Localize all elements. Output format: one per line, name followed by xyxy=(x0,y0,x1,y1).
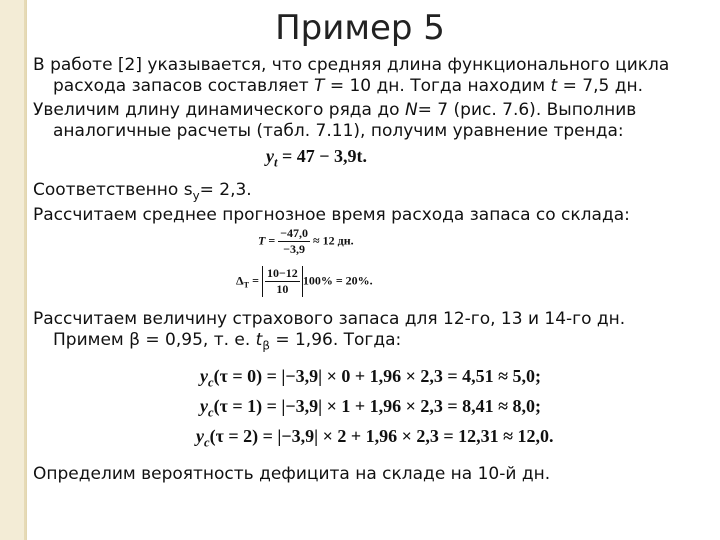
slide-title: Пример 5 xyxy=(275,8,445,48)
trend-formula: $y_t = 47 - 3,9t$. xyxy=(266,146,368,170)
paragraph-2-line-2: аналогичные расчеты (табл. 7.11), получим уравнение тренда: xyxy=(53,121,624,141)
safety-stock-formula-1: $y_c(\tau = 1) = |-3,9| \times 1 + 1,96 \times 2,3 = 8,41 \approx 8,0$; xyxy=(200,396,541,420)
paragraph-3: Соответственно $s_y= 2,3$. xyxy=(33,180,252,203)
paragraph-6: Определим вероятность дефицита на складе на 10-й дн. xyxy=(33,464,551,484)
sidebar-decoration xyxy=(0,0,27,540)
paragraph-2-line-1: Увеличим длину динамического ряда до N= 7 (рис. 7.6). Выполнив xyxy=(33,100,637,120)
paragraph-5-line-2: Примем β = 0,95, т. е. $t_\beta = 1,96$. Тогда: xyxy=(53,330,402,353)
deviation-formula: $\Delta_T$ = $\frac{10-12}{10}$ 100% = 20%. xyxy=(236,266,373,296)
forecast-time-formula: T = $\frac{-47,0}{-3,9}$ ≈ 12 дн. xyxy=(258,226,354,256)
paragraph-1-line-2: расхода запасов составляет T = 10 дн. Тогда находим t = 7,5 дн. xyxy=(53,76,643,96)
paragraph-1-line-1: В работе [2] указывается, что средняя длина функционального цикла xyxy=(33,55,670,75)
paragraph-4: Рассчитаем среднее прогнозное время расхода запаса со склада: xyxy=(33,205,630,225)
paragraph-5-line-1: Рассчитаем величину страхового запаса для 12-го, 13 и 14-го дн. xyxy=(33,309,626,329)
safety-stock-formula-2: $y_c(\tau = 2) = |-3,9| \times 2 + 1,96 \times 2,3 = 12,31 \approx 12,0$. xyxy=(196,426,554,450)
safety-stock-formula-0: $y_c(\tau = 0) = |-3,9| \times 0 + 1,96 \times 2,3 = 4,51 \approx 5,0$; xyxy=(200,366,541,390)
sidebar-divider xyxy=(24,0,26,540)
